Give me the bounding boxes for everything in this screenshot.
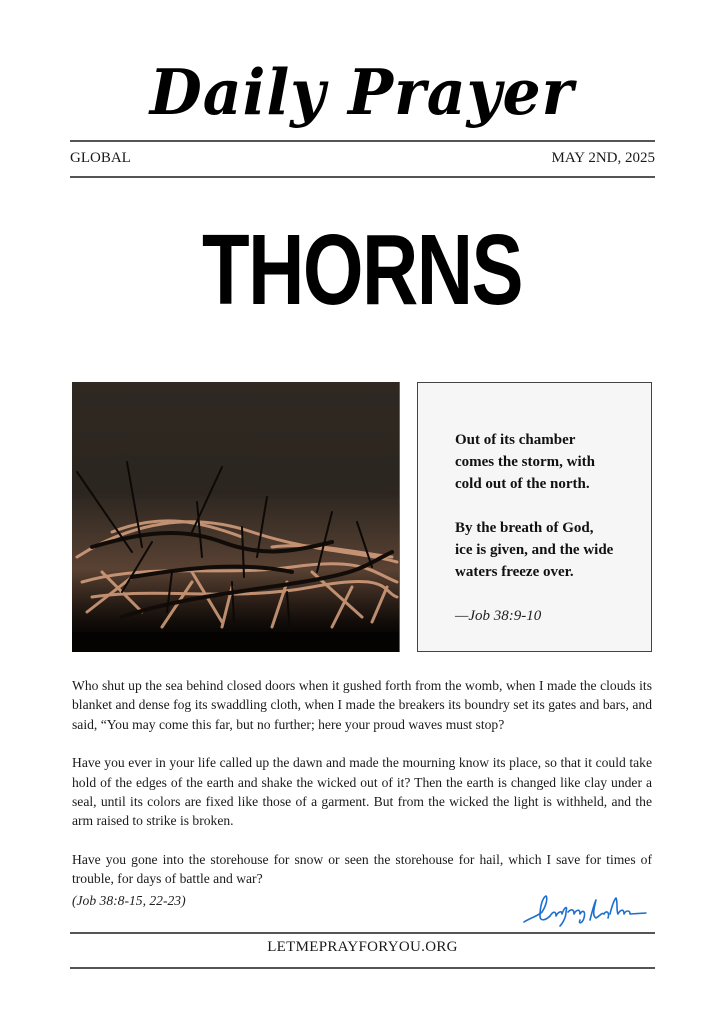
masthead-title: Daily Prayer [149,56,575,130]
scripture-body [72,676,652,908]
region-label: GLOBAL [70,149,131,166]
scripture-reference: (Job 38:8-15, 22-23) [72,893,186,908]
quote-stanza [455,517,627,583]
footer-top-divider [70,932,655,934]
quote-line: ice is given, and the wide [455,542,614,558]
top-divider [70,140,655,142]
ground-shadow [72,632,400,652]
signature [520,890,650,930]
crown-of-thorns-image [72,382,400,652]
footer-bottom-divider [70,967,655,969]
quote-line: Out of its chamber [455,432,576,448]
website-link[interactable]: LETMEPRAYFORYOU.ORG [267,939,458,955]
signature-stroke [524,896,646,926]
dateline-divider [70,176,655,178]
scripture-quote-box [417,382,652,652]
body-paragraph: Have you ever in your life called up the dawn and made the mourning know its place, so that it could take hold of the edges of the earth and shake the wicked out of it? Then the earth is changed like clay under a seal, until its colors are fixed like those of a garment. But from the wicked the light is withheld, and the arm raised to strike is broken. [72,755,652,829]
quote-citation: —Job 38:9-10 [455,608,542,624]
issue-date: MAY 2ND, 2025 [551,149,655,166]
body-paragraph: Who shut up the sea behind closed doors when it gushed forth from the womb, when I made the clouds its blanket and dense fog its swaddling cloth, when I made the breakers its boundry set its gates and bars, and said, “You may come this far, but no further; here your proud waves must stop? [72,678,652,732]
body-paragraph: Have you gone into the storehouse for snow or seen the storehouse for hail, which I save for times of trouble, for days of battle and war? [72,851,652,887]
headline: THORNS [202,214,522,326]
quote-line: cold out of the north. [455,476,590,492]
warm-glow [72,492,400,632]
quote-line: By the breath of God, [455,520,594,536]
dateline [70,148,655,168]
quote-line: comes the storm, with [455,454,595,470]
quote-line: waters freeze over. [455,564,574,580]
thorns-illustration [72,382,400,652]
quote-stanza [455,429,627,495]
